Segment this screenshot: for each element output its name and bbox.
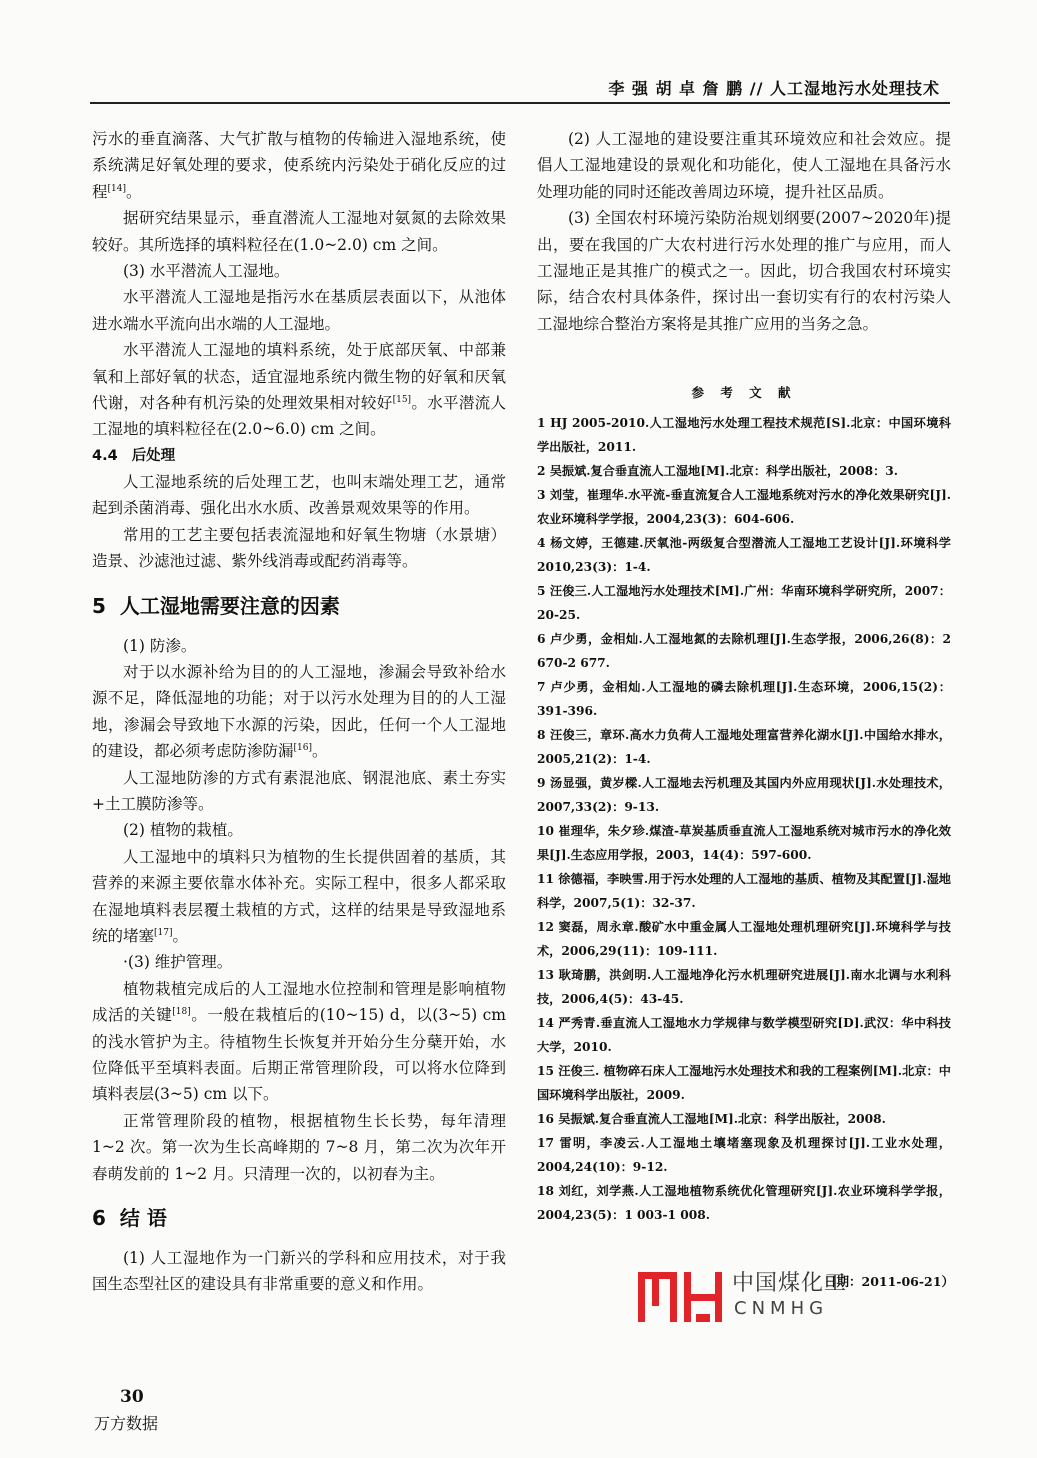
watermark-logo: [636, 1262, 956, 1332]
list-item: (2) 植物的栽植。: [123, 821, 243, 840]
reference-item: 11 徐德福，李映雪.用于污水处理的人工湿地的基质、植物及其配置[J].湿地科学，2007,5(1)：32-37.: [537, 872, 951, 911]
watermark-name-en: CNMHG: [734, 1298, 829, 1319]
list-item: (3) 水平潜流人工湿地。: [123, 262, 290, 281]
paragraph: 水平潜流人工湿地是指污水在基质层表面以下，从池体进水端水平流向出水端的人工湿地。: [92, 288, 506, 333]
reference-item: 1 HJ 2005-2010.人工湿地污水处理工程技术规范[S].北京：中国环境科学出版社，2011.: [537, 416, 951, 455]
paragraph: 人工湿地中的填料只为植物的生长提供固着的基质，其营养的来源主要依靠水体补充。实际工程中，很多人都采取在湿地填料表层覆土栽植的方式，这样的结果是导致湿地系统的堵塞[17]。: [92, 847, 506, 945]
paragraph: (2) 人工湿地的建设要注重其环境效应和社会效应。提倡人工湿地建设的景观化和功能化，使人工湿地在具备污水处理功能的同时还能改善周边环境，提升社区品质。: [537, 130, 951, 201]
references-heading: 参 考 文 献: [691, 385, 797, 401]
paragraph: 正常管理阶段的植物，根据植物生长长势，每年清理 1~2 次。第一次为生长高峰期的 7~8 月，第二次为次年开春萌发前的 1~2 月。只清理一次的，以初春为主。: [92, 1111, 506, 1183]
reference-item: 12 窦磊，周永章.酸矿水中重金属人工湿地处理机理研究[J].环境科学与技术，2006,29(11)：109-111.: [537, 920, 951, 959]
paragraph: (1) 人工湿地作为一门新兴的学科和应用技术，对于我国生态型社区的建设具有非常重要的意义和作用。: [92, 1249, 506, 1294]
reference-item: 6 卢少勇，金相灿.人工湿地氮的去除机理[J].生态学报，2006,26(8)：2 670-2 677.: [537, 632, 951, 671]
list-item: ·(3) 维护管理。: [123, 953, 233, 972]
list-item: (1) 防渗。: [123, 636, 197, 655]
paragraph: 对于以水源补给为目的的人工湿地，渗漏会导致补给水源不足，降低湿地的功能；对于以污水处理为目的的人工湿地，渗漏会导致地下水源的污染，因此，任何一个人工湿地的建设，都必须考虑防渗防漏[16]。: [92, 662, 506, 761]
section-heading: 6 结 语: [92, 1206, 167, 1231]
reference-item: 14 严秀青.垂直流人工湿地水力学规律与数学模型研究[D].武汉：华中科技大学，2010.: [537, 1016, 951, 1055]
subsection-heading: 4.4 后处理: [92, 447, 176, 464]
paragraph: (3) 全国农村环境污染防治规划纲要(2007~2020年)提出，要在我国的广大农村进行污水处理的推广与应用，而人工湿地正是其推广的模式之一。因此，切合我国农村环境实际，结合农村具体条件，探讨出一套切实有行的农村污染人工湿地综合整治方案将是其推广应用的当务之急。: [537, 209, 951, 333]
reference-item: 15 汪俊三. 植物碎石床人工湿地污水处理技术和我的工程案例[M].北京：中国环境科学出版社，2009.: [537, 1064, 951, 1103]
reference-item: 13 耿琦鹏，洪剑明.人工湿地净化污水机理研究进展[J].南水北调与水利科技，2006,4(5)：43-45.: [537, 968, 951, 1007]
section-heading: 5 人工湿地需要注意的因素: [92, 593, 340, 618]
reference-item: 2 吴振斌.复合垂直流人工湿地[M].北京：科学出版社，2008：3.: [537, 464, 899, 479]
reference-item: 5 汪俊三.人工湿地污水处理技术[M].广州：华南环境科学研究所，2007：20-25.: [537, 584, 951, 623]
paragraph: 植物栽植完成后的人工湿地水位控制和管理是影响植物成活的关键[18]。一般在栽植后的(10~15) d，以(3~5) cm 的浅水管护为主。待植物生长恢复并开始分生分蘖开始，水位降低平至填料表面。后期正常管理阶段，可以将水位降到填料表层(3~5) cm 以下。: [92, 979, 506, 1104]
paragraph: 据研究结果显示，垂直潜流人工湿地对氨氮的去除效果较好。其所选择的填料粒径在(1.0~2.0) cm 之间。: [92, 209, 506, 254]
reference-item: 10 崔理华，朱夕珍.煤渣-草炭基质垂直流人工湿地系统对城市污水的净化效果[J].生态应用学报，2003，14(4)：597-600.: [537, 824, 951, 863]
reference-item: 7 卢少勇，金相灿.人工湿地的磷去除机理[J].生态环境，2006,15(2)：391-396.: [537, 680, 951, 719]
right-column: [537, 126, 951, 1227]
reference-item: 17 雷明，李凌云.人工湿地土壤堵塞现象及机理探讨[J].工业水处理，2004,24(10)：9-12.: [537, 1136, 951, 1175]
reference-item: 18 刘红，刘学燕.人工湿地植物系统优化管理研究[J].农业环境科学学报，2004,23(5)：1 003-1 008.: [537, 1184, 951, 1223]
watermark-name-cn: 中国煤化工: [732, 1271, 848, 1296]
left-column: [92, 126, 506, 1298]
page-number: 30: [120, 1387, 144, 1407]
reference-item: 4 杨文婷，王德建.厌氧池-两级复合型潜流人工湿地工艺设计[J].环境科学 2010,23(3)：1-4.: [537, 536, 951, 575]
reference-list: [537, 411, 951, 1227]
paragraph: 人工湿地系统的后处理工艺，也叫末端处理工艺，通常起到杀菌消毒、强化出水水质、改善景观效果等的作用。: [92, 472, 506, 518]
paragraph: 人工湿地防渗的方式有素混池底、钢混池底、素土夯实+土工膜防渗等。: [92, 768, 506, 813]
mh-logo-icon: [636, 1268, 726, 1326]
reference-item: 16 吴振斌.复合垂直流人工湿地[M].北京：科学出版社，2008.: [537, 1112, 886, 1127]
reference-item: 9 汤显强，黄岁樑.人工湿地去污机理及其国内外应用现状[J].水处理技术，2007,33(2)：9-13.: [537, 776, 951, 815]
paragraph: 常用的工艺主要包括表流湿地和好氧生物塘（水景塘）造景、沙滤池过滤、紫外线消毒或配药消毒等。: [92, 525, 506, 571]
reference-item: 3 刘莹，崔理华.水平流-垂直流复合人工湿地系统对污水的净化效果研究[J].农业环境科学学报，2004,23(3)：604-606.: [537, 488, 951, 527]
running-header: 李 强 胡 卓 詹 鹏 // 人工湿地污水处理技术: [90, 78, 950, 104]
received-date: 日期：2011-06-21）: [824, 1274, 954, 1289]
paragraph: 水平潜流人工湿地的填料系统，处于底部厌氧、中部兼氧和上部好氧的状态，适宜湿地系统内微生物的好氧和厌氧代谢，对各种有机污染的处理效果相对较好[15]。水平潜流人工湿地的填料粒径在(2.0~6.0) cm 之间。: [92, 341, 506, 439]
source-mark: 万方数据: [94, 1414, 159, 1433]
paragraph: 污水的垂直滴落、大气扩散与植物的传输进入湿地系统，使系统满足好氧处理的要求，使系统内污染处于硝化反应的过程[14]。: [92, 130, 506, 201]
reference-item: 8 汪俊三，章环.高水力负荷人工湿地处理富营养化湖水[J].中国给水排水，2005,21(2)：1-4.: [537, 728, 951, 767]
